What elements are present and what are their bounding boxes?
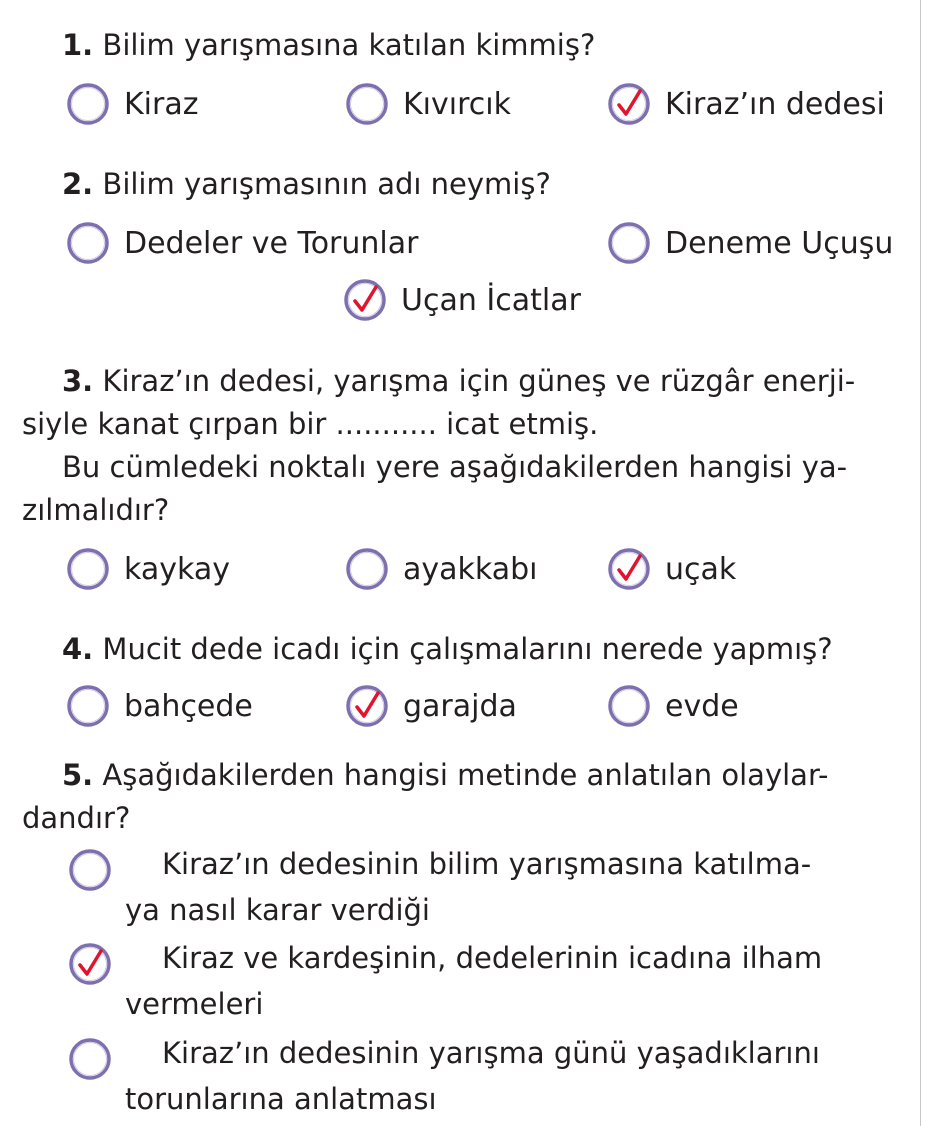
radio-circle-icon — [68, 1037, 112, 1081]
question-number: 5. — [62, 758, 94, 792]
radio-button[interactable] — [607, 221, 651, 265]
question-line: Aşağıdakilerden hangisi metinde anlatılan olaylar- — [102, 758, 829, 792]
radio-circle-icon — [345, 82, 389, 126]
option-label: evde — [665, 688, 739, 724]
radio-button[interactable] — [345, 82, 389, 126]
q3-option-c[interactable] — [607, 545, 736, 593]
question-line: Bu cümledeki noktalı yere aşağıdakilerden hangisi ya- — [62, 450, 848, 484]
q2-option-a[interactable] — [66, 219, 418, 267]
option-label-line2: vermeleri — [125, 987, 264, 1021]
radio-circle-icon — [607, 547, 651, 591]
question-line: zılmalıdır? — [22, 493, 170, 527]
radio-circle-icon — [66, 221, 110, 265]
radio-button[interactable] — [345, 684, 389, 728]
radio-button[interactable] — [607, 684, 651, 728]
q4-option-c[interactable] — [607, 682, 739, 730]
radio-circle-icon — [345, 547, 389, 591]
radio-circle-icon — [345, 684, 389, 728]
question-number: 3. — [62, 364, 94, 398]
question-line: siyle kanat çırpan bir ........... icat etmiş. — [22, 407, 599, 441]
q1-option-c[interactable] — [607, 80, 885, 128]
q3-option-b[interactable] — [345, 545, 538, 593]
question-line: Bilim yarışmasının adı neymiş? — [102, 167, 551, 201]
radio-button[interactable] — [343, 278, 387, 322]
question-line: Mucit dede icadı için çalışmalarını nerede yapmış? — [102, 632, 833, 666]
option-label: Dedeler ve Torunlar — [124, 225, 419, 261]
q5-option-a[interactable] — [68, 846, 112, 894]
q1-option-a[interactable] — [66, 80, 198, 128]
radio-button[interactable] — [66, 221, 110, 265]
option-label: Uçan İcatlar — [401, 282, 581, 318]
question-number: 1. — [62, 28, 94, 62]
radio-circle-icon — [607, 221, 651, 265]
option-label: Deneme Uçuşu — [665, 225, 894, 261]
option-label-line2: torunlarına anlatması — [125, 1082, 437, 1116]
question-number: 4. — [62, 632, 94, 666]
radio-button[interactable] — [345, 547, 389, 591]
option-label: uçak — [665, 551, 737, 587]
radio-circle-icon — [66, 684, 110, 728]
q4-option-b[interactable] — [345, 682, 517, 730]
q2-option-c[interactable] — [343, 276, 581, 324]
question-4-text — [62, 631, 833, 667]
q5-option-b[interactable] — [68, 940, 112, 988]
radio-button[interactable] — [66, 547, 110, 591]
q1-option-b[interactable] — [345, 80, 511, 128]
option-label: Kıvırcık — [403, 86, 511, 122]
radio-button[interactable] — [68, 848, 112, 892]
radio-circle-icon — [66, 547, 110, 591]
q4-option-a[interactable] — [66, 682, 253, 730]
option-label-line1: Kiraz ve kardeşinin, dedelerinin icadına ilham — [162, 941, 823, 975]
option-label: garajda — [403, 688, 517, 724]
option-label: bahçede — [124, 688, 253, 724]
option-label: Kiraz — [124, 86, 199, 122]
radio-circle-icon — [607, 82, 651, 126]
option-label: Kiraz’ın dedesi — [665, 86, 885, 122]
radio-circle-icon — [68, 848, 112, 892]
option-label-line1: Kiraz’ın dedesinin yarışma günü yaşadıklarını — [162, 1036, 820, 1070]
option-label-line2: ya nasıl karar verdiği — [125, 893, 430, 927]
radio-circle-icon — [607, 684, 651, 728]
q5-option-c[interactable] — [68, 1035, 112, 1083]
question-1-text — [62, 27, 595, 63]
radio-button[interactable] — [607, 547, 651, 591]
q3-option-a[interactable] — [66, 545, 230, 593]
option-label-line1: Kiraz’ın dedesinin bilim yarışmasına katılma- — [162, 847, 812, 881]
radio-button[interactable] — [66, 82, 110, 126]
question-line: Bilim yarışmasına katılan kimmiş? — [102, 28, 596, 62]
question-line: Kiraz’ın dedesi, yarışma için güneş ve rüzgâr enerji- — [102, 364, 856, 398]
radio-button[interactable] — [68, 1037, 112, 1081]
question-number: 2. — [62, 167, 94, 201]
radio-button[interactable] — [68, 942, 112, 986]
option-label: ayakkabı — [403, 551, 538, 587]
option-label: kaykay — [124, 551, 230, 587]
question-line: dandır? — [22, 801, 131, 835]
question-5-text — [62, 757, 828, 793]
radio-circle-icon — [66, 82, 110, 126]
radio-circle-icon — [68, 942, 112, 986]
radio-button[interactable] — [607, 82, 651, 126]
question-3-text — [62, 363, 855, 399]
q2-option-b[interactable] — [607, 219, 893, 267]
radio-circle-icon — [343, 278, 387, 322]
question-2-text — [62, 166, 551, 202]
radio-button[interactable] — [66, 684, 110, 728]
